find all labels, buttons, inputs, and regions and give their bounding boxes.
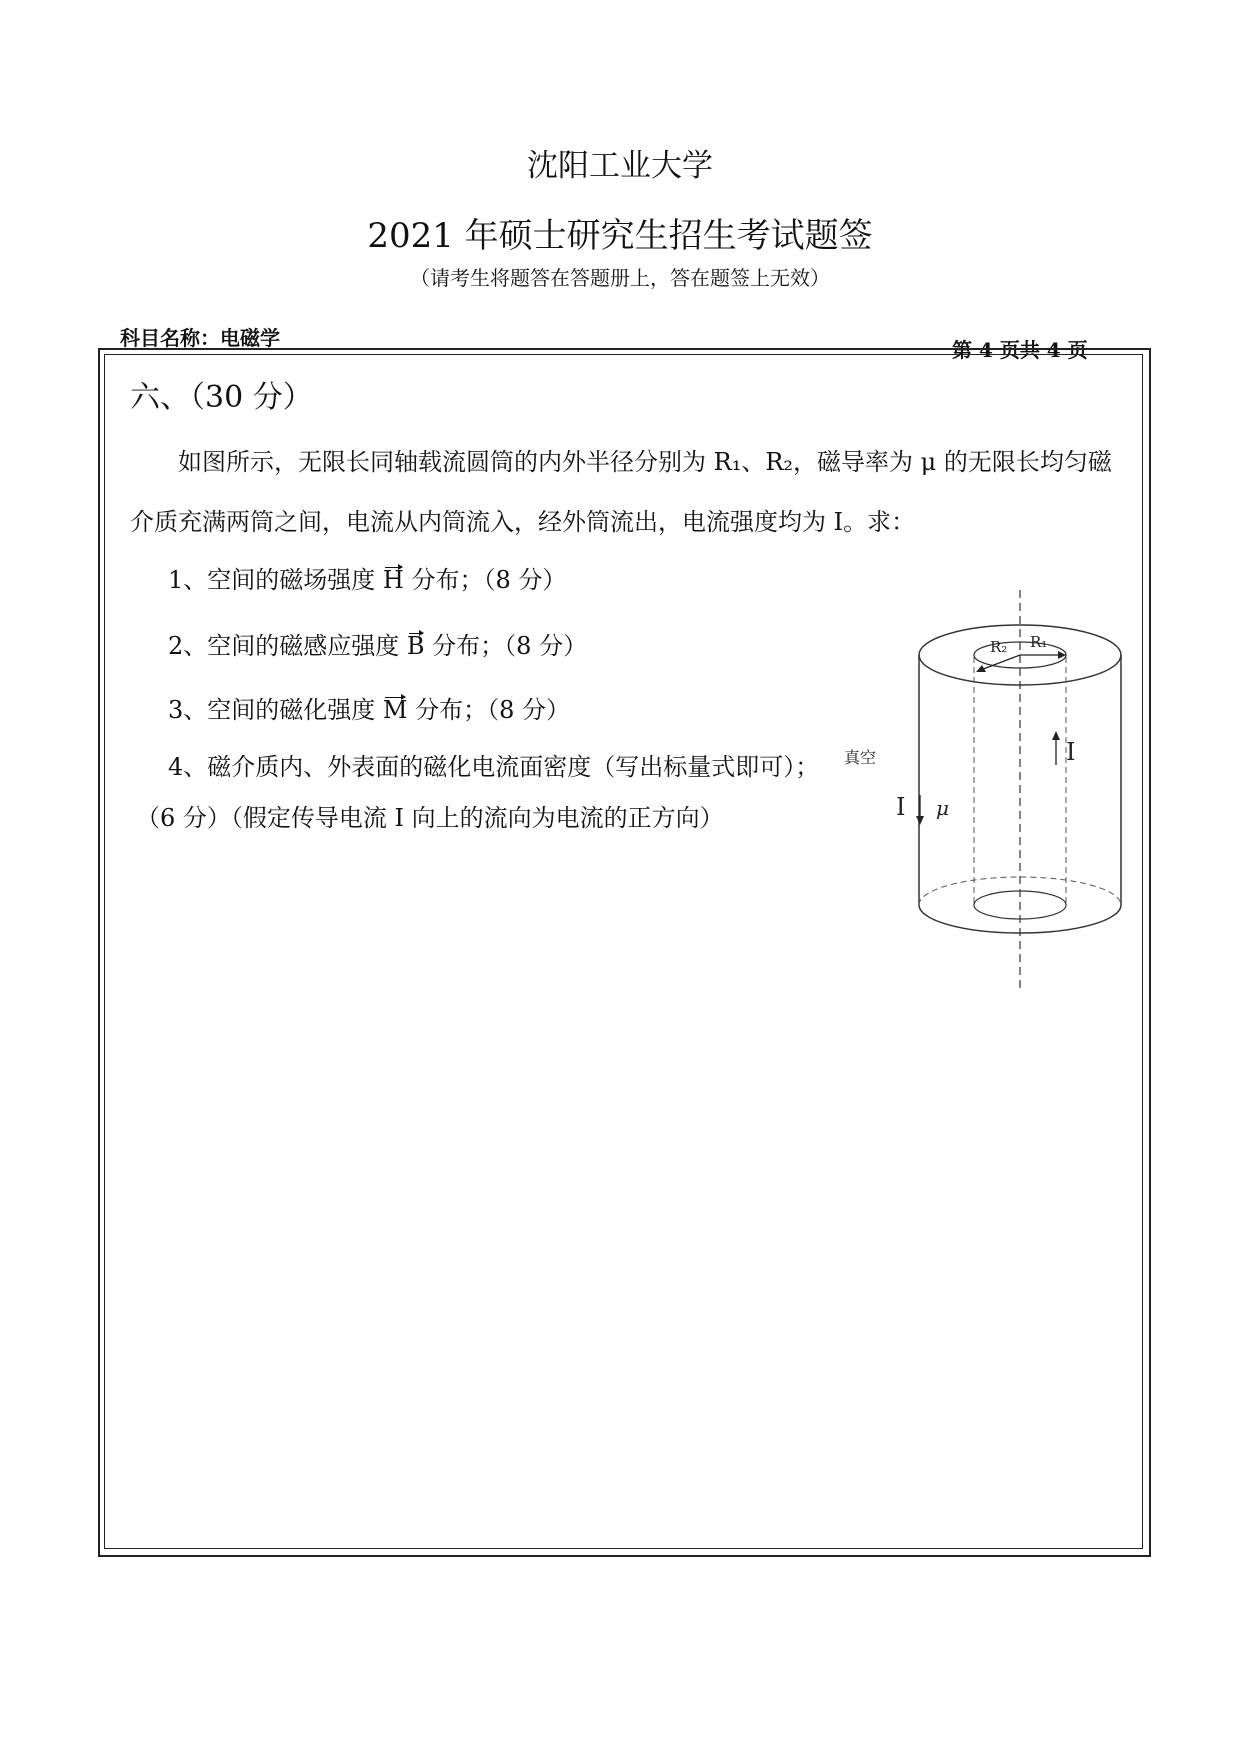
- sub-question-text: 4、磁介质内、外表面的磁化电流面密度（写出标量式即可）；: [168, 753, 820, 781]
- sub-question-text: 1、空间的磁场强度: [168, 566, 383, 594]
- subject-line: [120, 322, 280, 351]
- sub-question-text: 分布；（8 分）: [407, 696, 571, 724]
- arrow-up-icon: [1052, 731, 1060, 740]
- label-current-outer: I: [896, 793, 906, 821]
- sub-question-4-continued: （6 分）（假定传导电流 I 向上的流向为电流的正方向）: [136, 804, 724, 832]
- sub-question-1: [168, 560, 566, 595]
- page-number: 第 4 页共 4 页: [952, 338, 1088, 362]
- sub-question-text: 3、空间的磁化强度: [168, 696, 383, 724]
- label-vacuum: 真空: [844, 748, 877, 767]
- label-mu: μ: [936, 796, 949, 820]
- question-paragraph-1: 如图所示，无限长同轴载流圆筒的内外半径分别为 R₁、R₂，磁导率为 μ 的无限长均匀磁: [178, 448, 1112, 476]
- sub-question-text: 分布；（8 分）: [424, 632, 588, 660]
- vector-m-symbol: M: [382, 696, 408, 724]
- sub-question-2: [168, 626, 587, 661]
- question-heading: 六、（30 分）: [130, 380, 313, 415]
- coaxial-cylinder-diagram: [844, 585, 1180, 995]
- exam-notice: （请考生将题答在答题册上，答在题签上无效）: [410, 266, 830, 290]
- arrow-down-icon: [916, 816, 924, 825]
- vector-h-symbol: H: [382, 566, 404, 594]
- sub-question-text: 分布；（8 分）: [403, 566, 567, 594]
- label-current-inner: I: [1066, 738, 1076, 766]
- vector-b-symbol: B: [406, 632, 425, 660]
- sub-question-3: [168, 690, 570, 725]
- subject-label: 科目名称：: [120, 326, 220, 350]
- exam-title: 2021 年硕士研究生招生考试题签: [367, 216, 873, 256]
- question-paragraph-2: 介质充满两筒之间，电流从内筒流入，经外筒流出，电流强度均为 I。求：: [130, 508, 916, 536]
- subject-value: 电磁学: [220, 326, 280, 350]
- university-name: 沈阳工业大学: [527, 148, 713, 184]
- label-r2: R₂: [990, 638, 1008, 656]
- label-r1: R₁: [1030, 633, 1048, 651]
- sub-question-4: [168, 747, 819, 782]
- sub-question-text: 2、空间的磁感应强度: [168, 632, 407, 660]
